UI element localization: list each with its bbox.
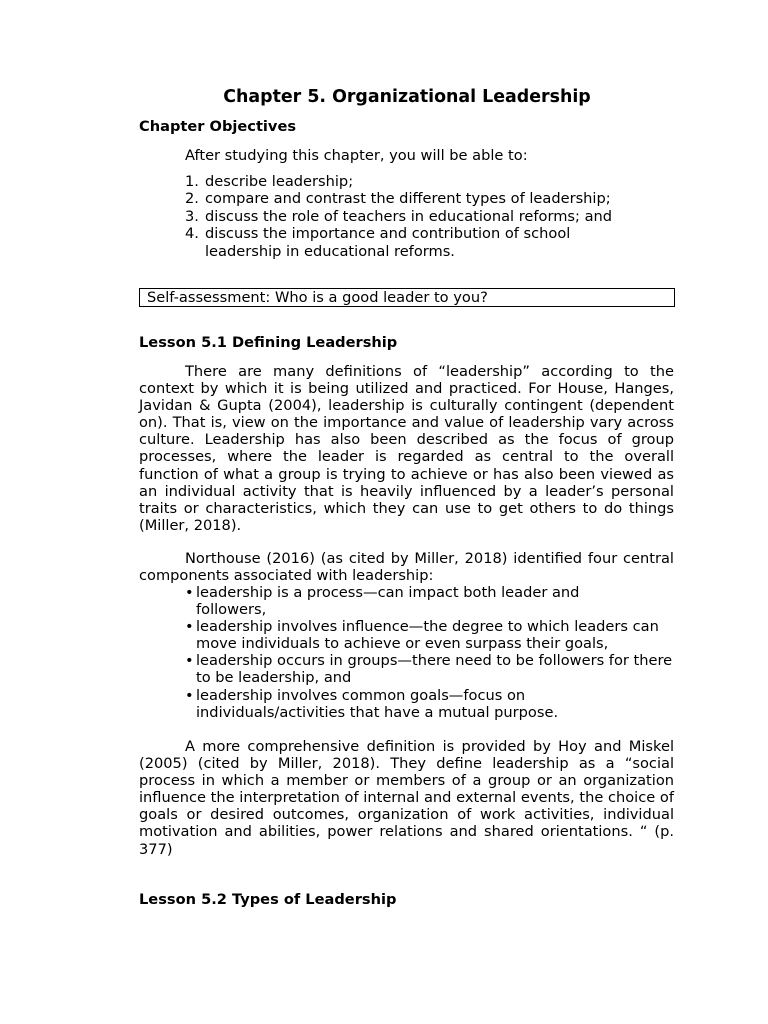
list-number: 3. [185,207,199,225]
list-number: 2. [185,190,199,208]
self-assessment-box: Self-assessment: Who is a good leader to you? [139,288,675,307]
paragraph-northouse: Northouse (2016) (as cited by Miller, 2018) identified four central components associated with leadership: [139,550,674,585]
list-item [185,652,676,686]
list-item [185,687,596,721]
chapter-title: Chapter 5. Organizational Leadership [223,87,591,107]
bullet-mark: • [185,686,194,704]
list-number: 4. [185,225,199,243]
list-item [185,190,655,207]
list-item-text: discuss the importance and contribution of school leadership in educational reforms. [205,225,571,260]
list-item-text: describe leadership; [205,173,354,190]
list-item [185,173,655,190]
list-item-text: leadership involves influence—the degree to which leaders can move individuals to achieve or even surpass their goals, [196,618,659,653]
objectives-intro: After studying this chapter, you will be able to: [185,147,528,164]
list-number: 1. [185,173,199,190]
components-list [185,584,675,721]
list-item [185,584,616,618]
bullet-mark: • [185,652,194,670]
lesson-5-2-heading: Lesson 5.2 Types of Leadership [139,891,397,908]
list-item [185,208,655,225]
lesson-5-1-heading: Lesson 5.1 Defining Leadership [139,334,398,351]
list-item [185,618,675,652]
list-item-text: leadership occurs in groups—there need to be followers for there to be leadership, and [196,652,673,687]
objectives-list [185,173,655,260]
bullet-mark: • [185,584,194,601]
paragraph-hoy-miskel: A more comprehensive definition is provided by Hoy and Miskel (2005) (cited by Miller, 2018). They define leadership as a “social process in which a member or members of a group or an organization influence the interpretation of internal and external events, the choice of goals or desired outcomes, organization of work activities, individual motivation and abilities, power relations and shared orientations. “ (p. 377) [139,738,674,858]
list-item-text: leadership is a process—can impact both leader and followers, [196,584,580,619]
paragraph-defining-leadership: There are many definitions of “leadership” according to the context by which it is being utilized and practiced. For House, Hanges, Javidan & Gupta (2004), leadership is culturally contingent (dependent on). That is, view on the importance and value of leadership vary across culture. Leadership has also been described as the focus of group processes, where the leader is regarded as central to the overall function of what a group is trying to achieve or has also been viewed as an individual activity that is heavily influenced by a leader’s personal traits or characteristics, which they can use to get others to do things (Miller, 2018). [139,363,674,534]
list-item-text: leadership involves common goals—focus on individuals/activities that have a mutual purpose. [196,686,559,721]
list-item-text: compare and contrast the different types of leadership; [205,190,611,208]
objectives-heading: Chapter Objectives [139,118,297,135]
bullet-mark: • [185,618,194,636]
list-item-text: discuss the role of teachers in educational reforms; and [205,207,613,225]
list-item [185,225,615,260]
